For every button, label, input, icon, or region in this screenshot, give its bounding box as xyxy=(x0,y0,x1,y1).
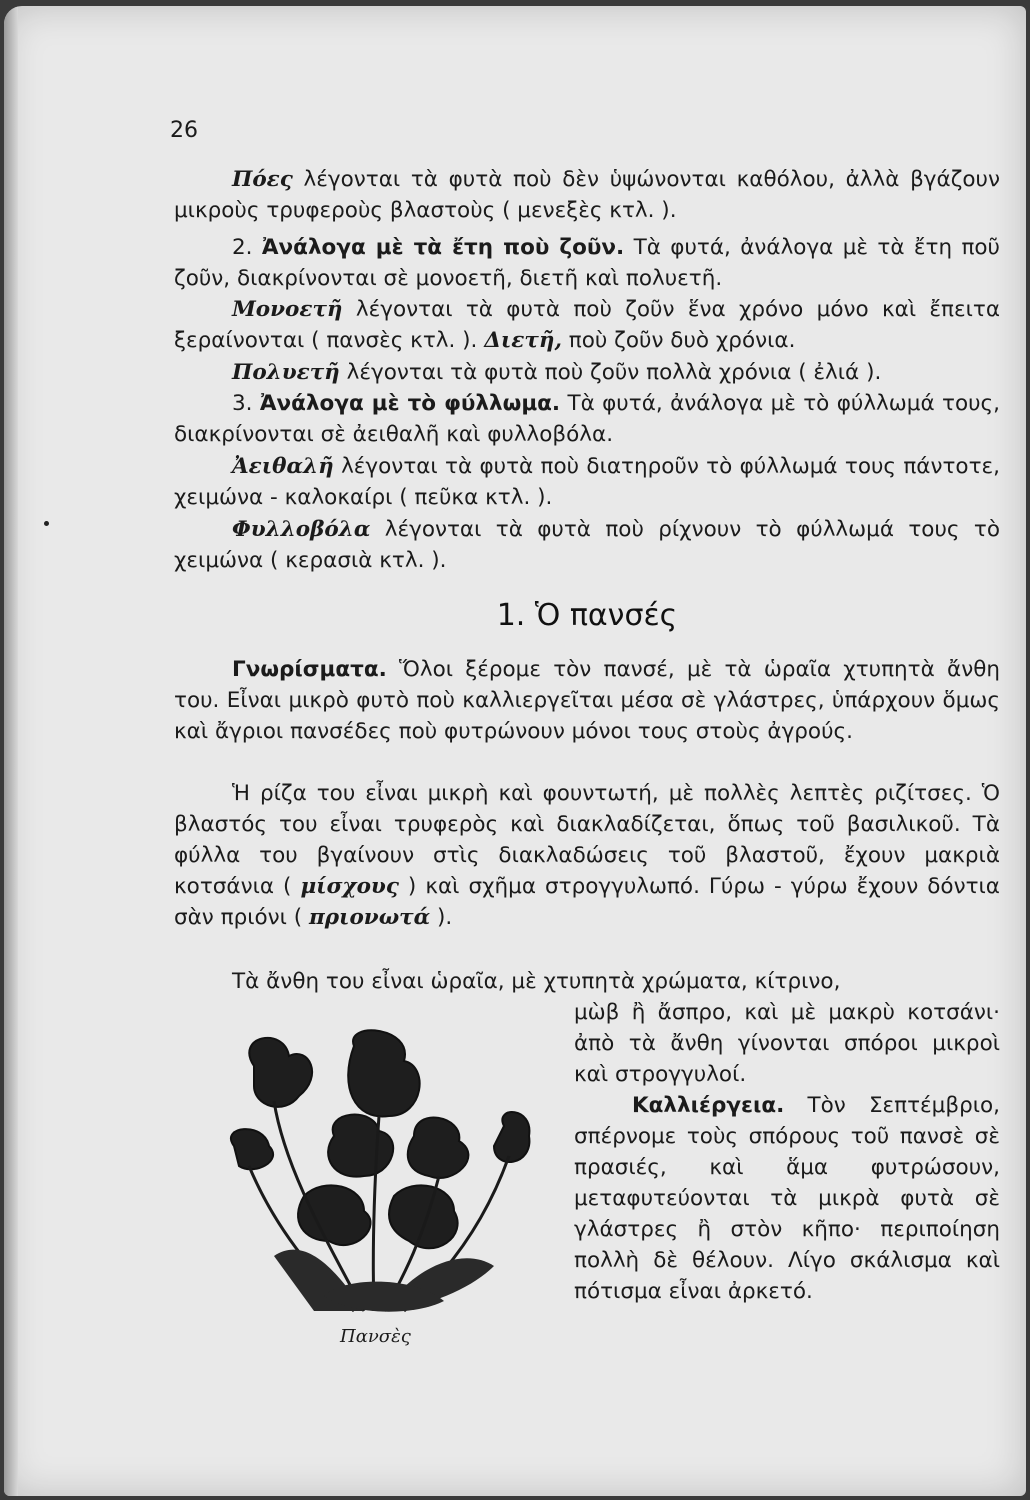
section-number: 2. xyxy=(232,235,262,260)
book-page xyxy=(4,6,1026,1496)
term-biennial: Διετῆ, xyxy=(484,328,562,353)
paragraph-root-stem-leaves xyxy=(174,778,1000,933)
print-speck xyxy=(44,521,49,526)
term-deciduous: Φυλλοβόλα xyxy=(232,517,371,542)
paragraph-flowers-line1: Τὰ ἄνθη του εἶναι ὡραῖα, μὲ χτυπητὰ χρώματα, κίτρινο, xyxy=(232,969,841,994)
term-petioles: μίσχους xyxy=(300,874,399,899)
paragraph-flowers-cont: μὼβ ἢ ἄσπρο, καὶ μὲ μακρὺ κοτσάνι· ἀπὸ τὰ ἄνθη γίνονται σπόροι μικροὶ καὶ στρογγυλοί. xyxy=(574,1000,1000,1087)
illustration-caption: Πανσὲς xyxy=(340,1326,411,1347)
paragraph-text: λέγονται τὰ φυτὰ ποὺ ζοῦν πολλὰ χρόνια ( ἐλιά ). xyxy=(339,360,882,385)
term-annual: Μονοετῆ xyxy=(232,297,343,322)
paragraph-by-foliage xyxy=(174,388,1000,450)
paragraph-text: Τὰ φυτά, ἀνάλογα μὲ τὰ ἔτη ποῦ ζοῦν, διακρίνονται σὲ μονοετῆ, διετῆ καὶ πολυετῆ. xyxy=(174,235,1000,291)
subheading-by-foliage: Ἀνάλογα μὲ τὸ φύλλωμα. xyxy=(259,391,561,416)
paragraph-perennial xyxy=(174,357,1000,388)
paragraph-cultivation xyxy=(574,1090,1000,1307)
paragraph-text: ). xyxy=(430,905,453,930)
page-number: 26 xyxy=(170,118,198,143)
paragraph-annual xyxy=(174,294,1000,356)
term-evergreen: Ἀειθαλῆ xyxy=(232,454,334,479)
subheading-by-years: Ἀνάλογα μὲ τὰ ἔτη ποὺ ζοῦν. xyxy=(261,235,625,260)
paragraph-text: λέγονται τὰ φυτὰ ποὺ δὲν ὑψώνονται καθόλου, ἀλλὰ βγάζουν μικροὺς τρυφεροὺς βλαστοὺς ( μενεξὲς κτλ. ). xyxy=(174,167,1000,223)
paragraph-evergreen xyxy=(174,451,1000,513)
paragraph-text: λέγονται τὰ φυτὰ ποὺ ρίχνουν τὸ φύλλωμά τους τὸ χειμώνα ( κερασιὰ κτλ. ). xyxy=(174,517,1000,573)
term-serrated: πριονωτά xyxy=(309,905,431,930)
paragraph-text: Ὅλοι ξέρομε τὸν πανσέ, μὲ τὰ ὡραῖα χτυπητὰ ἄνθη του. Εἶναι μικρὸ φυτὸ ποὺ καλλιεργεῖται μέσα σὲ γλάστρες, ὑπάρχουν ὅμως καὶ ἄγριοι πανσέδες ποὺ φυτρώνουν μόνοι τους στοὺς ἀγρούς. xyxy=(174,657,1000,744)
page-spine-shadow xyxy=(4,6,18,1496)
paragraph-text: ) καὶ σχῆμα στρογγυλωπό. Γύρω - γύρω ἔχουν δόντια σὰν πριόνι ( xyxy=(174,874,1000,930)
paragraph-text: λέγονται τὰ φυτὰ ποὺ διατηροῦν τὸ φύλλωμά τους πάντοτε, χειμώνα - καλοκαίρι ( πεῦκα κτλ. ). xyxy=(174,454,1000,510)
pansy-illustration xyxy=(214,1026,534,1326)
term-perennial: Πολυετῆ xyxy=(232,360,340,385)
paragraph-features xyxy=(174,654,1000,747)
paragraph-text: Τὸν Σεπτέμβριο, σπέρνομε τοὺς σπόρους τοῦ πανσὲ σὲ πρασιές, καὶ ἅμα φυτρώσουν, μεταφυτεύονται τὰ μικρὰ φυτὰ σὲ γλάστρες ἢ στὸν κῆπο· περιποίηση πολλὴ δὲ θέλουν. Λίγο σκάλισμα καὶ πότισμα εἶναι ἀρκετό. xyxy=(574,1093,1000,1304)
subheading-features: Γνωρίσματα. xyxy=(232,657,387,682)
section-heading: 1. Ὁ πανσές xyxy=(496,598,678,633)
term-poes: Πόες xyxy=(232,167,293,192)
paragraph-by-years xyxy=(174,232,1000,294)
paragraph-text: ποὺ ζοῦν δυὸ χρόνια. xyxy=(561,328,796,353)
paragraph-text: Ἡ ρίζα του εἶναι μικρὴ καὶ φουντωτή, μὲ πολλὲς λεπτὲς ριζίτσες. Ὁ βλαστός του εἶναι τρυφερὸς καὶ διακλαδίζεται, ὅπως τοῦ βασιλικοῦ. Τὰ φύλλα του βγαίνουν στὶς διακλαδώσεις τοῦ βλαστοῦ, ἔχουν μακριὰ κοτσάνια ( xyxy=(174,781,1000,899)
paragraph-text: λέγονται τὰ φυτὰ ποὺ ζοῦν ἕνα χρόνο μόνο καὶ ἔπειτα ξεραίνονται ( πανσὲς κτλ. ). xyxy=(174,297,1000,353)
subheading-cultivation: Καλλιέργεια. xyxy=(632,1093,785,1118)
paragraph-deciduous xyxy=(174,514,1000,576)
section-number: 3. xyxy=(232,391,260,416)
paragraph-text: Τὰ φυτά, ἀνάλογα μὲ τὸ φύλλωμά τους, διακρίνονται σὲ ἀειθαλῆ καὶ φυλλοβόλα. xyxy=(174,391,1000,447)
paragraph-poes xyxy=(174,164,1000,226)
